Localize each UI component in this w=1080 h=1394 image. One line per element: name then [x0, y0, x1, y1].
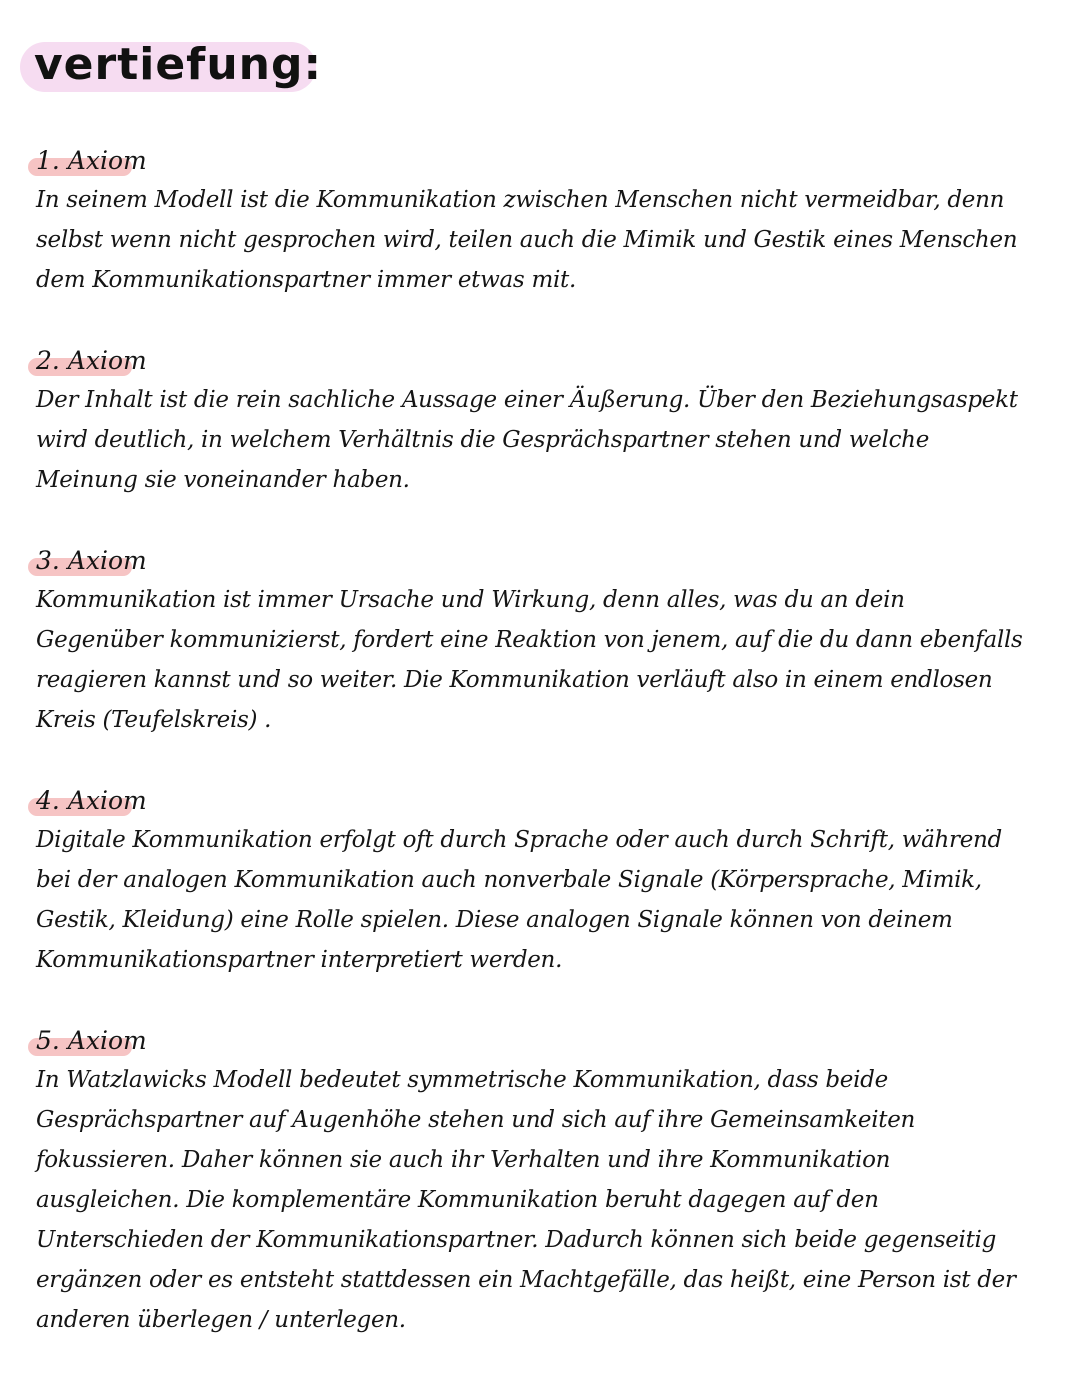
axiom-heading: 3. Axiom — [36, 546, 147, 575]
axiom-text: In Watzlawicks Modell bedeutet symmetrische Kommunikation, dass beide Gesprächspartner auf Augenhöhe stehen und sich auf ihre Gemeinsamkeiten fokussieren. Daher können sie auch ihr Verhalten und ihre Kommunikation ausgleichen. Die komplementäre Kommunikation beruht dagegen auf den Unterschieden der Kommunikationspartner. Dadurch können sich beide gegenseitig ergänzen oder es entsteht stattdessen ein Machtgefälle, das heißt, eine Person ist der anderen überlegen / unterlegen. — [36, 1067, 1016, 1333]
page-title: vertiefung: — [34, 39, 323, 90]
axiom-section-1 — [36, 144, 1036, 300]
axiom-text: Der Inhalt ist die rein sachliche Aussage einer Äußerung. Über den Beziehungsaspekt wird deutlich, in welchem Verhältnis die Gesprächspartner stehen und welche Meinung sie voneinander haben. — [36, 387, 1018, 493]
axiom-heading-block — [28, 544, 1036, 580]
axiom-section-3 — [36, 544, 1036, 740]
axiom-section-4 — [36, 784, 1036, 980]
axiom-heading: 1. Axiom — [36, 146, 147, 175]
axiom-text: Kommunikation ist immer Ursache und Wirkung, denn alles, was du an dein Gegenüber kommunizierst, fordert eine Reaktion von jenem, auf die du dann ebenfalls reagieren kannst und so weiter. Die Kommunikation verläuft also in einem endlosen Kreis (Teufelskreis) . — [36, 587, 1023, 733]
title-block — [20, 34, 323, 96]
axiom-text: In seinem Modell ist die Kommunikation zwischen Menschen nicht vermeidbar, denn selbst wenn nicht gesprochen wird, teilen auch die Mimik und Gestik eines Menschen dem Kommunikationspartner immer etwas mit. — [36, 187, 1018, 293]
axiom-heading: 2. Axiom — [36, 346, 147, 375]
axiom-text: Digitale Kommunikation erfolgt oft durch Sprache oder auch durch Schrift, während bei der analogen Kommunikation auch nonverbale Signale (Körpersprache, Mimik, Gestik, Kleidung) eine Rolle spielen. Diese analogen Signale können von deinem Kommunikationspartner interpretiert werden. — [36, 827, 1002, 973]
axiom-heading-block — [28, 144, 1036, 180]
axiom-heading: 4. Axiom — [36, 786, 147, 815]
axiom-section-5 — [36, 1024, 1036, 1340]
axiom-heading: 5. Axiom — [36, 1026, 147, 1055]
axiom-heading-block — [28, 1024, 1036, 1060]
axiom-heading-block — [28, 784, 1036, 820]
axiom-heading-block — [28, 344, 1036, 380]
axiom-section-2 — [36, 344, 1036, 500]
